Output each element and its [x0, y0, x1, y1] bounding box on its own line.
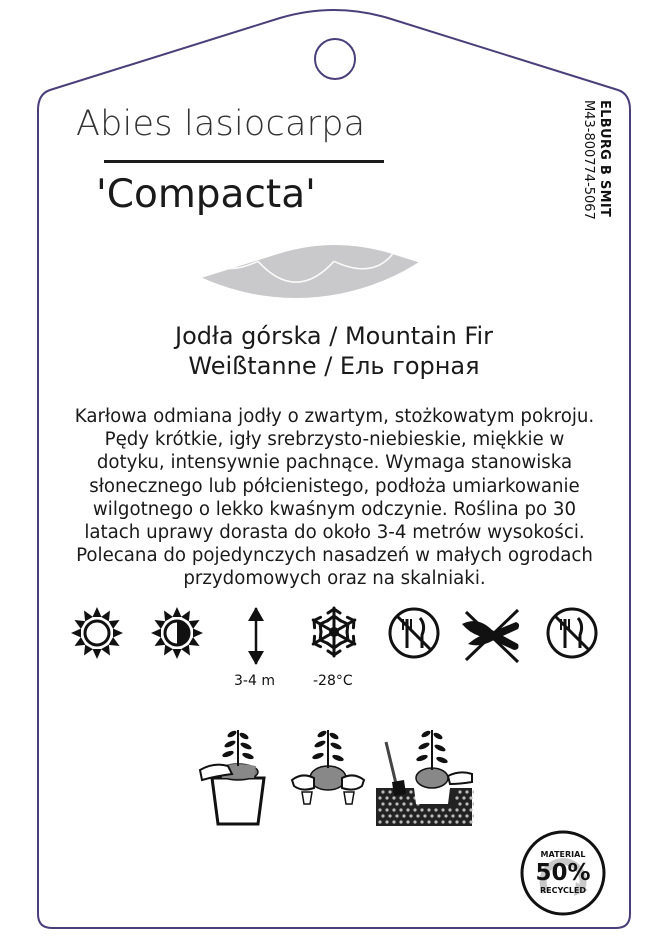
description-line: wilgotnego o lekko kwaśnym odczynie. Roślina po 30 — [92, 498, 577, 520]
no-pruning-icon — [458, 604, 524, 666]
half-shade-icon — [150, 606, 204, 660]
not-edible-icon — [386, 605, 442, 661]
description-line: słonecznego lub półcienistego, podłoża umiarkowanie — [89, 475, 580, 497]
description-line: dotyku, intensywnie pachnące. Wymaga stanowiska — [96, 452, 573, 474]
name-divider — [104, 160, 384, 163]
description — [62, 405, 607, 591]
loosen-roots-icon — [288, 722, 368, 808]
recycled-material-badge — [520, 830, 606, 916]
height-label: 3-4 m — [234, 673, 275, 689]
badge-bottom-text: RECYCLED — [539, 886, 587, 895]
badge-percent: 50% — [535, 860, 591, 886]
latin-name: Abies lasiocarpa — [76, 104, 366, 144]
brand-name: ELBURG B SMIT — [597, 100, 612, 218]
brand-code: M43-800774-5067 — [581, 100, 596, 220]
remove-pot-icon — [198, 722, 278, 828]
hang-hole — [314, 38, 356, 80]
description-line: przydomowych oraz na skalniaki. — [183, 568, 486, 590]
description-line: latach uprawy dorasta do około 3-4 metrów wysokości. — [84, 522, 585, 544]
hardiness-label: -28°C — [313, 673, 353, 689]
description-line: Karłowa odmiana jodły o zwartym, stożkowatym pokroju. — [74, 406, 595, 427]
sun-icon — [70, 606, 124, 660]
decorative-rosette — [36, 0, 556, 310]
snowflake-icon — [306, 604, 362, 660]
badge-top-text: MATERIAL — [540, 850, 586, 859]
cultivar-name: 'Compacta' — [96, 172, 316, 217]
height-arrow-icon — [244, 604, 268, 668]
plant-in-ground-icon — [374, 722, 474, 828]
common-names-line-1: Jodła górska / Mountain Fir — [175, 322, 493, 350]
description-line: Polecana do pojedynczych nasadzeń w małych ogrodach — [76, 545, 593, 567]
not-edible-icon — [544, 605, 600, 661]
description-line: Pędy krótkie, igły srebrzysto-niebieskie, miękkie w — [104, 429, 565, 451]
common-names-line-2: Weißtanne / Ель горная — [188, 352, 480, 380]
brand-block — [578, 100, 614, 260]
